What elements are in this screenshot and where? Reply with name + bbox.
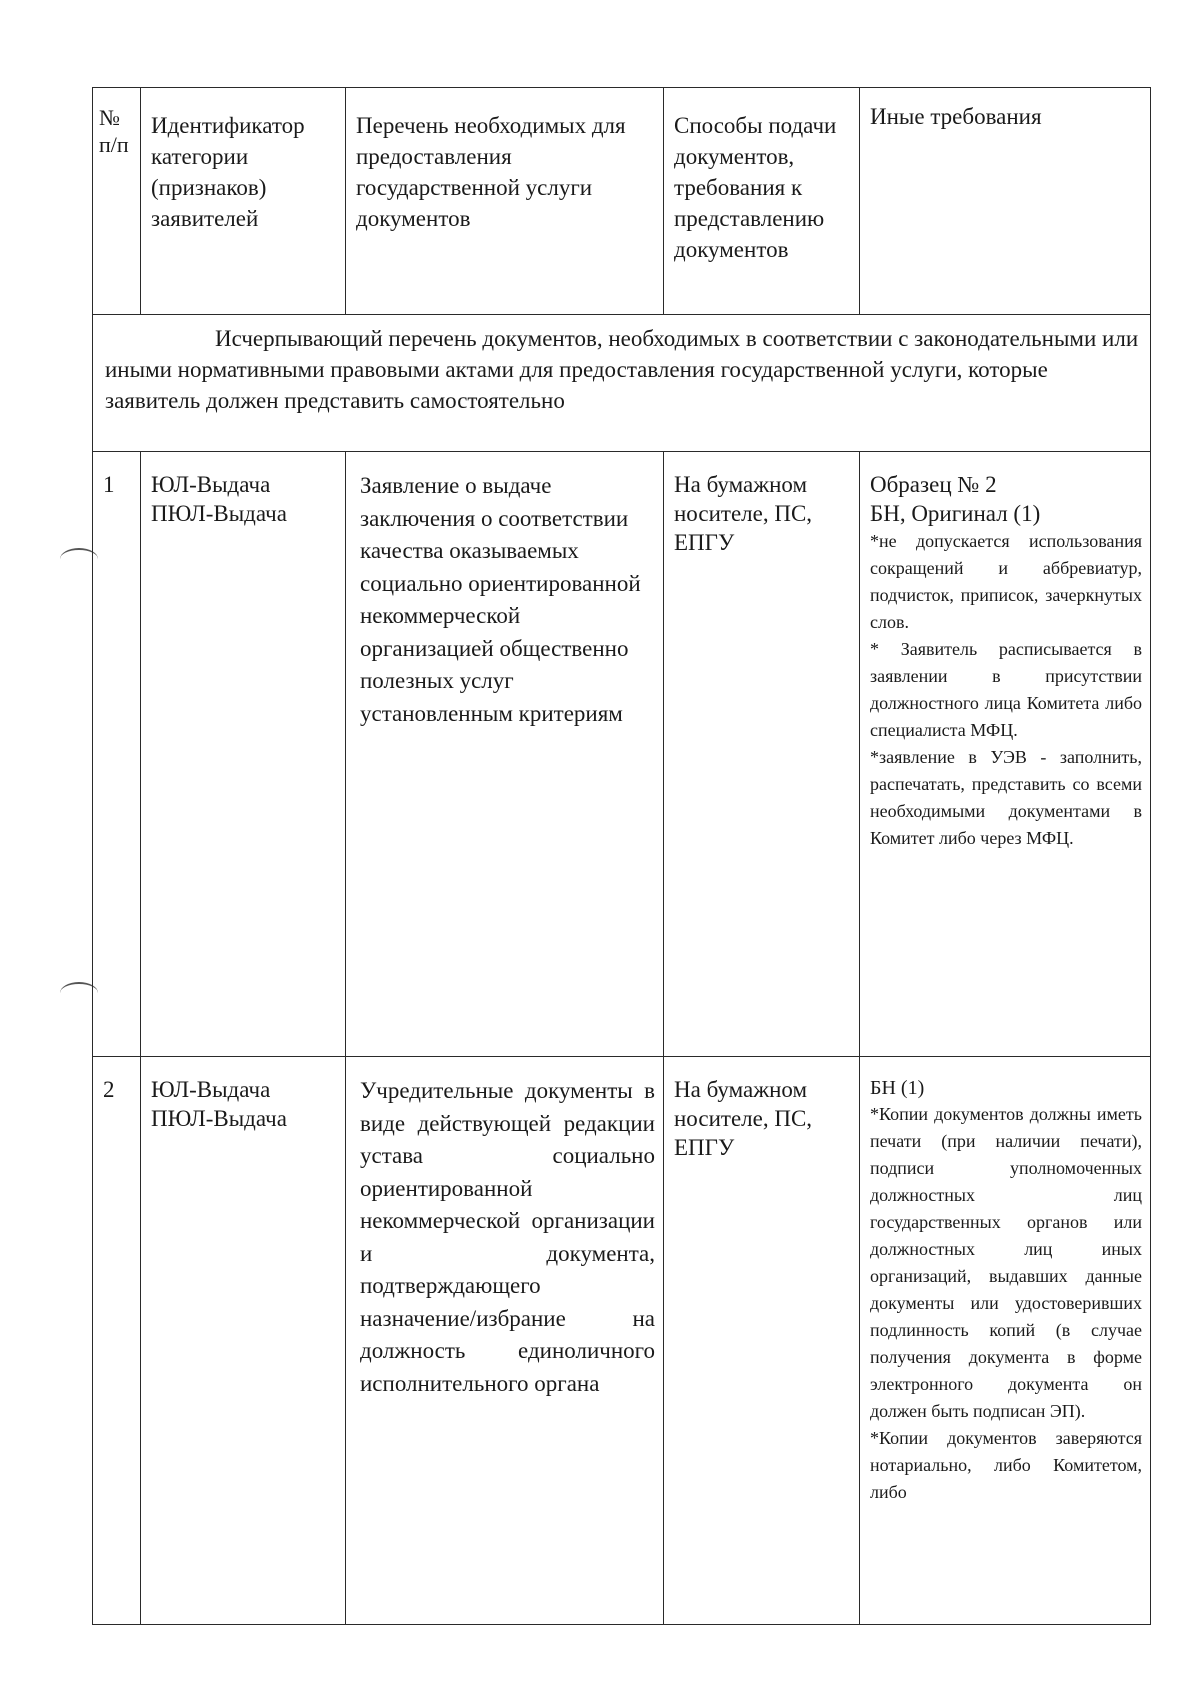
row-method: На бумажном носителе, ПС, ЕПГУ: [664, 1057, 860, 1625]
row-method: На бумажном носителе, ПС, ЕПГУ: [664, 452, 860, 1057]
table-header-row: [93, 88, 1151, 315]
row-category: [141, 452, 346, 1057]
header-documents: Перечень необходимых для предоставления государственной услуги документов: [346, 88, 664, 315]
other-note: *Копии документов должны иметь печати (при наличии печати), подписи уполномоченных должностных лиц государственных органов или должностных лиц иных организаций, выдавших данные документы или удостоверивших подлинность копий (в случае получения документа в форме электронного документа он должен быть подписан ЭП).: [870, 1104, 1142, 1421]
header-category: Идентификатор категории (признаков) заявителей: [141, 88, 346, 315]
other-lead: БН, Оригинал (1): [870, 501, 1041, 526]
row-other: [860, 1057, 1151, 1625]
other-note: * Заявитель расписывается в заявлении в присутствии должностного лица Комитета либо специалиста МФЦ.: [870, 639, 1142, 740]
row-num: 2: [93, 1057, 141, 1625]
other-notes: [870, 528, 1142, 852]
section-title-row: [93, 315, 1151, 452]
row-category: [141, 1057, 346, 1625]
header-num: № п/п: [93, 88, 141, 315]
header-methods: Способы подачи документов, требования к представлению документов: [664, 88, 860, 315]
table-row: [93, 1057, 1151, 1625]
other-note: *Копии документов заверяются нотариально, либо Комитетом, либо: [870, 1428, 1142, 1502]
other-notes: [870, 1101, 1142, 1506]
table-row: [93, 452, 1151, 1057]
other-lead: Образец № 2: [870, 472, 997, 497]
other-note: *заявление в УЭВ - заполнить, распечатать, представить со всеми необходимыми документами в Комитет либо через МФЦ.: [870, 747, 1142, 848]
other-note: *не допускается использования сокращений и аббревиатур, подчисток, приписок, зачеркнутых слов.: [870, 531, 1142, 632]
row-num: 1: [93, 452, 141, 1057]
header-other: Иные требования: [860, 88, 1151, 315]
row-document: Заявление о выдаче заключения о соответствии качества оказываемых социально ориентированной некоммерческой организацией общественно полезных услуг установленным критериям: [346, 452, 664, 1057]
requirements-table: [92, 87, 1151, 1625]
category-line: ПЮЛ-Выдача: [151, 1106, 287, 1131]
other-lead: БН (1): [870, 1077, 925, 1099]
category-line: ЮЛ-Выдача: [151, 1077, 271, 1102]
section-title: Исчерпывающий перечень документов, необходимых в соответствии с законодательными или иными нормативными правовыми актами для предоставления государственной услуги, которые заявитель должен представить самостоятельно: [93, 315, 1151, 452]
category-line: ПЮЛ-Выдача: [151, 501, 287, 526]
category-line: ЮЛ-Выдача: [151, 472, 271, 497]
row-document: Учредительные документы в виде действующей редакции устава социально ориентированной некоммерческой организации и документа, подтверждающего назначение/избрание на должность единоличного исполнительного органа: [346, 1057, 664, 1625]
row-other: [860, 452, 1151, 1057]
